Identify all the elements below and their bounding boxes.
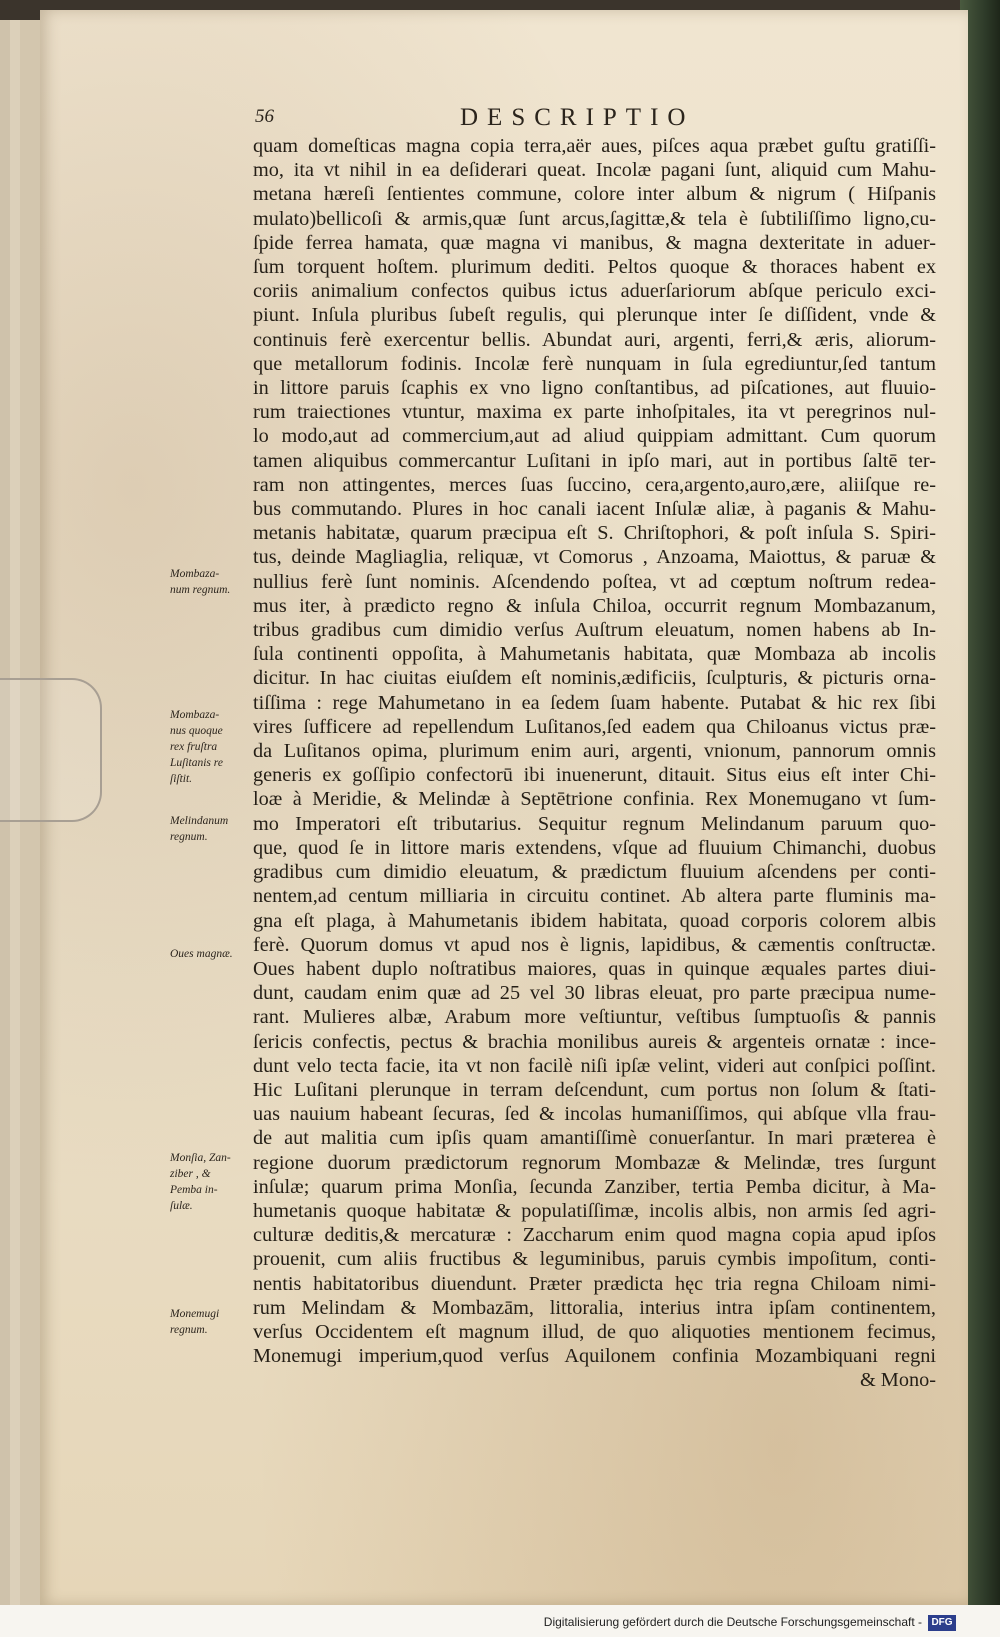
text-line: nentem,ad centum milliaria in circuitu continet. Ab altera parte fluminis ma- (253, 885, 936, 908)
note-line: Pemba in- (170, 1184, 218, 1196)
note-line: Monemugi (170, 1308, 220, 1320)
text-line: Monemugi imperium,quod verſus Aquilonem confinia Mozambiquani regni (253, 1345, 936, 1368)
text-line: bus commutando. Plures in hoc canali iacent Inſulæ aliæ, à paganis & Mahu- (253, 498, 936, 521)
dfg-logo: DFG (928, 1615, 956, 1631)
text-line: regione duorum prædictorum regnorum Mombazæ & Melindæ, tres ſurgunt (253, 1151, 936, 1174)
text-line: generis ex goſſipio confectorū ibi inuenerunt, ditauit. Situs eius eſt inter Chi- (253, 764, 936, 787)
note-line: Monſia, Zan- (170, 1152, 231, 1164)
text-line: ſpide ferrea hamata, quæ magna vi manibus, & magna dexteritate in aduer- (253, 231, 936, 254)
text-line: loæ à Meridie, & Melindæ à Septētrione confinia. Rex Monemugano vt ſum- (253, 788, 936, 811)
text-line: ferè. Quorum domus vt apud nos è lignis, lapidibus, & cæmentis conſtructæ. (253, 933, 936, 956)
text-line: que, quod ſe in littore maris extendens, vſque ad fluuium Chimanchi, duobus (253, 836, 936, 859)
funding-credit: Digitalisierung gefördert durch die Deutsche Forschungsgemeinschaft - (543, 1615, 922, 1629)
text-line: verſus Occidentem eſt magnum illud, de quo aliquoties mentionem fecimus, (253, 1320, 936, 1343)
text-line: metanis habitatæ, quarum præcipua eſt S. Chriſtophori, & poſt inſula S. Spiri- (253, 522, 936, 545)
text-line: ſum torquent hoſtem. plurimum dediti. Peltos quoque & thoraces habent ex (253, 256, 936, 279)
marginal-note-monemugi (170, 1306, 260, 1338)
footer-bar (0, 1605, 1000, 1637)
text-line: culturæ deditis,& mercaturæ : Zaccharum enim quod magna copia apud ipſos (253, 1224, 936, 1247)
text-line: ſericis confectis, pectus & brachia monilibus aureis & argenteis ornatæ : ince- (253, 1030, 936, 1053)
text-line: vires ſufficere ad repellendum Luſitanos,ſed eadem qua Chiloanus victus præ- (253, 715, 936, 738)
text-line: tribus gradibus cum dimidio verſus Auſtrum eleuatum, nomen habens ab In- (253, 619, 936, 642)
text-line: mo, ita vt nihil in ea deſiderari queat. Incolæ pagani ſunt, aliquid cum Mahu- (253, 159, 936, 182)
text-line: uas nauium habeant ſecuras, ſed & incolas humaniſſimos, qui abſque vlla frau- (253, 1103, 936, 1126)
note-line: Mombaza- (170, 709, 220, 721)
text-line: ſula continenti oppoſita, à Mahumetanis habitata, quæ Mombaza ab incolis (253, 643, 936, 666)
text-line: dunt velo tecta facie, ita vt non facilè niſi ipſæ velint, videri aut conſpici poſſint. (253, 1054, 936, 1077)
text-line: inſulæ; quarum prima Monſia, ſecunda Zanziber, tertia Pemba dicitur, à Ma- (253, 1175, 936, 1198)
text-line: mo Imperatori eſt tributarius. Sequitur regnum Melindanum paruum quo- (253, 812, 936, 835)
text-line: humetanis quoque habitatæ & populatiſſimæ, incolis albis, non armis ſed agri- (253, 1199, 936, 1222)
note-line: Luſitanis re (170, 757, 223, 769)
note-line: ziber , & (170, 1168, 211, 1180)
page-clip (0, 678, 102, 822)
note-line: Mombaza- (170, 568, 220, 580)
text-line: mulato)bellicoſi & armis,quæ ſunt arcus,ſagittæ,& tela è ſubtiliſſimo ligno,cu- (253, 207, 936, 230)
text-line: nullius ferè ſunt nominis. Aſcendendo poſtea, vt ad cœptum noſtrum redea- (253, 570, 936, 593)
text-line: piunt. Inſula pluribus ſubeſt regulis, qui plerunque inter ſe diſſident, vnde & (253, 304, 936, 327)
text-line: lo modo,aut ad commercium,aut ad aliud quippiam admittant. Cum quorum (253, 425, 936, 448)
marginal-note-mombazanus-rex (170, 707, 260, 787)
text-line: tiſſima : rege Mahumetano in ea ſedem ſuam habente. Putabat & hic rex ſibi (253, 691, 936, 714)
text-line: in littore paruis ſcaphis ex vno ligno conſtantibus, ad piſcationes, aut fluuio- (253, 377, 936, 400)
text-line: Hic Luſitani plerunque in terram deſcendunt, cum portus non ſolum & ſtati- (253, 1078, 936, 1101)
text-line: rant. Mulieres albæ, Arabum more veſtiuntur, veſtibus ſumptuoſis & pannis (253, 1006, 936, 1029)
note-line: Oues magnæ. (170, 948, 233, 960)
note-line: ſiſtit. (170, 773, 193, 785)
text-line: rum traiectiones vtuntur, maxima ex parte inhoſpitales, ita vt peregrinos nul- (253, 401, 936, 424)
book-page (40, 10, 968, 1605)
note-line: nus quoque (170, 725, 223, 737)
body-text (253, 134, 936, 1393)
text-line: quam domeſticas magna copia terra,aër aues, piſces aqua præbet guſtu gratiſſi- (253, 135, 936, 157)
catchword: & Mono- (859, 1369, 936, 1392)
text-line: dunt, caudam enim quæ ad 25 vel 30 libras eleuat, pro parte præcipua nume- (253, 982, 936, 1005)
text-line: mus iter, à prædicto regno & inſula Chiloa, occurrit regnum Mombazanum, (253, 594, 936, 617)
marginal-note-oues (170, 946, 260, 962)
marginal-note-insulae (170, 1150, 260, 1214)
text-line: rum Melindam & Mombazām, littoralia, interius intra ipſam continentem, (253, 1296, 936, 1319)
text-line: dicitur. In hac ciuitas eiuſdem eſt nominis,ædificiis, ſculpturis, & picturis orna- (253, 667, 936, 690)
note-line: regnum. (170, 1324, 208, 1336)
text-line: da Luſitanos opima, plurimum enim auri, argenti, vnionum, pannorum omnis (253, 740, 936, 763)
note-line: num regnum. (170, 584, 231, 596)
text-line: tus, deinde Magliaglia, reliquæ, vt Comorus , Anzoama, Maiottus, & paruæ & (253, 546, 936, 569)
text-line: prouenit, cum aliis fructibus & leguminibus, paruis cymbis impoſitum, conti- (253, 1248, 936, 1271)
text-line: gna eſt plaga, à Mahumetanis ibidem habitata, quoad corporis colorem albis (253, 909, 936, 932)
text-line: tamen aliquibus commercantur Luſitani in ipſo mari, aut in portibus ſaltē ter- (253, 449, 936, 472)
note-line: Melindanum (170, 815, 229, 827)
marginal-note-melindanum (170, 813, 260, 845)
text-line: ram non attingentes, merces ſuas ſuccino, cera,argento,auro,ære, aliiſque re- (253, 473, 936, 496)
note-line: ſulæ. (170, 1200, 193, 1212)
text-line: que metallorum fodinis. Incolæ ferè nunquam in ſula egrediuntur,ſed tantum (253, 352, 936, 375)
text-line: Oues habent duplo noſtratibus maiores, quas in quinque æquales partes diui- (253, 957, 936, 980)
text-line: coriis animalium confectos quibus ictus aduerſariorum abſque periculo exci- (253, 280, 936, 303)
text-line: de aut malitia cum ipſis quam amantiſſimè conuerſantur. In mari præterea è (253, 1127, 936, 1150)
text-line: metana hæreſi ſentientes commune, colore inter album & nigrum ( Hiſpanis (253, 183, 936, 206)
running-head: DESCRIPTIO (460, 104, 695, 131)
marginal-note-mombazanum (170, 566, 260, 598)
text-line: continuis ferè exercentur bellis. Abundat auri, argenti, ferri,& æris, aliorum- (253, 328, 936, 351)
text-line: nentis habitatoribus diuendunt. Præter prædicta hęc tria regna Chiloam nimi- (253, 1272, 936, 1295)
note-line: regnum. (170, 831, 208, 843)
page-number: 56 (255, 106, 274, 127)
note-line: rex fruſtra (170, 741, 218, 753)
text-line: gradibus cum dimidio eleuatum, & prædictum fluuium aſcendens per conti- (253, 861, 936, 884)
